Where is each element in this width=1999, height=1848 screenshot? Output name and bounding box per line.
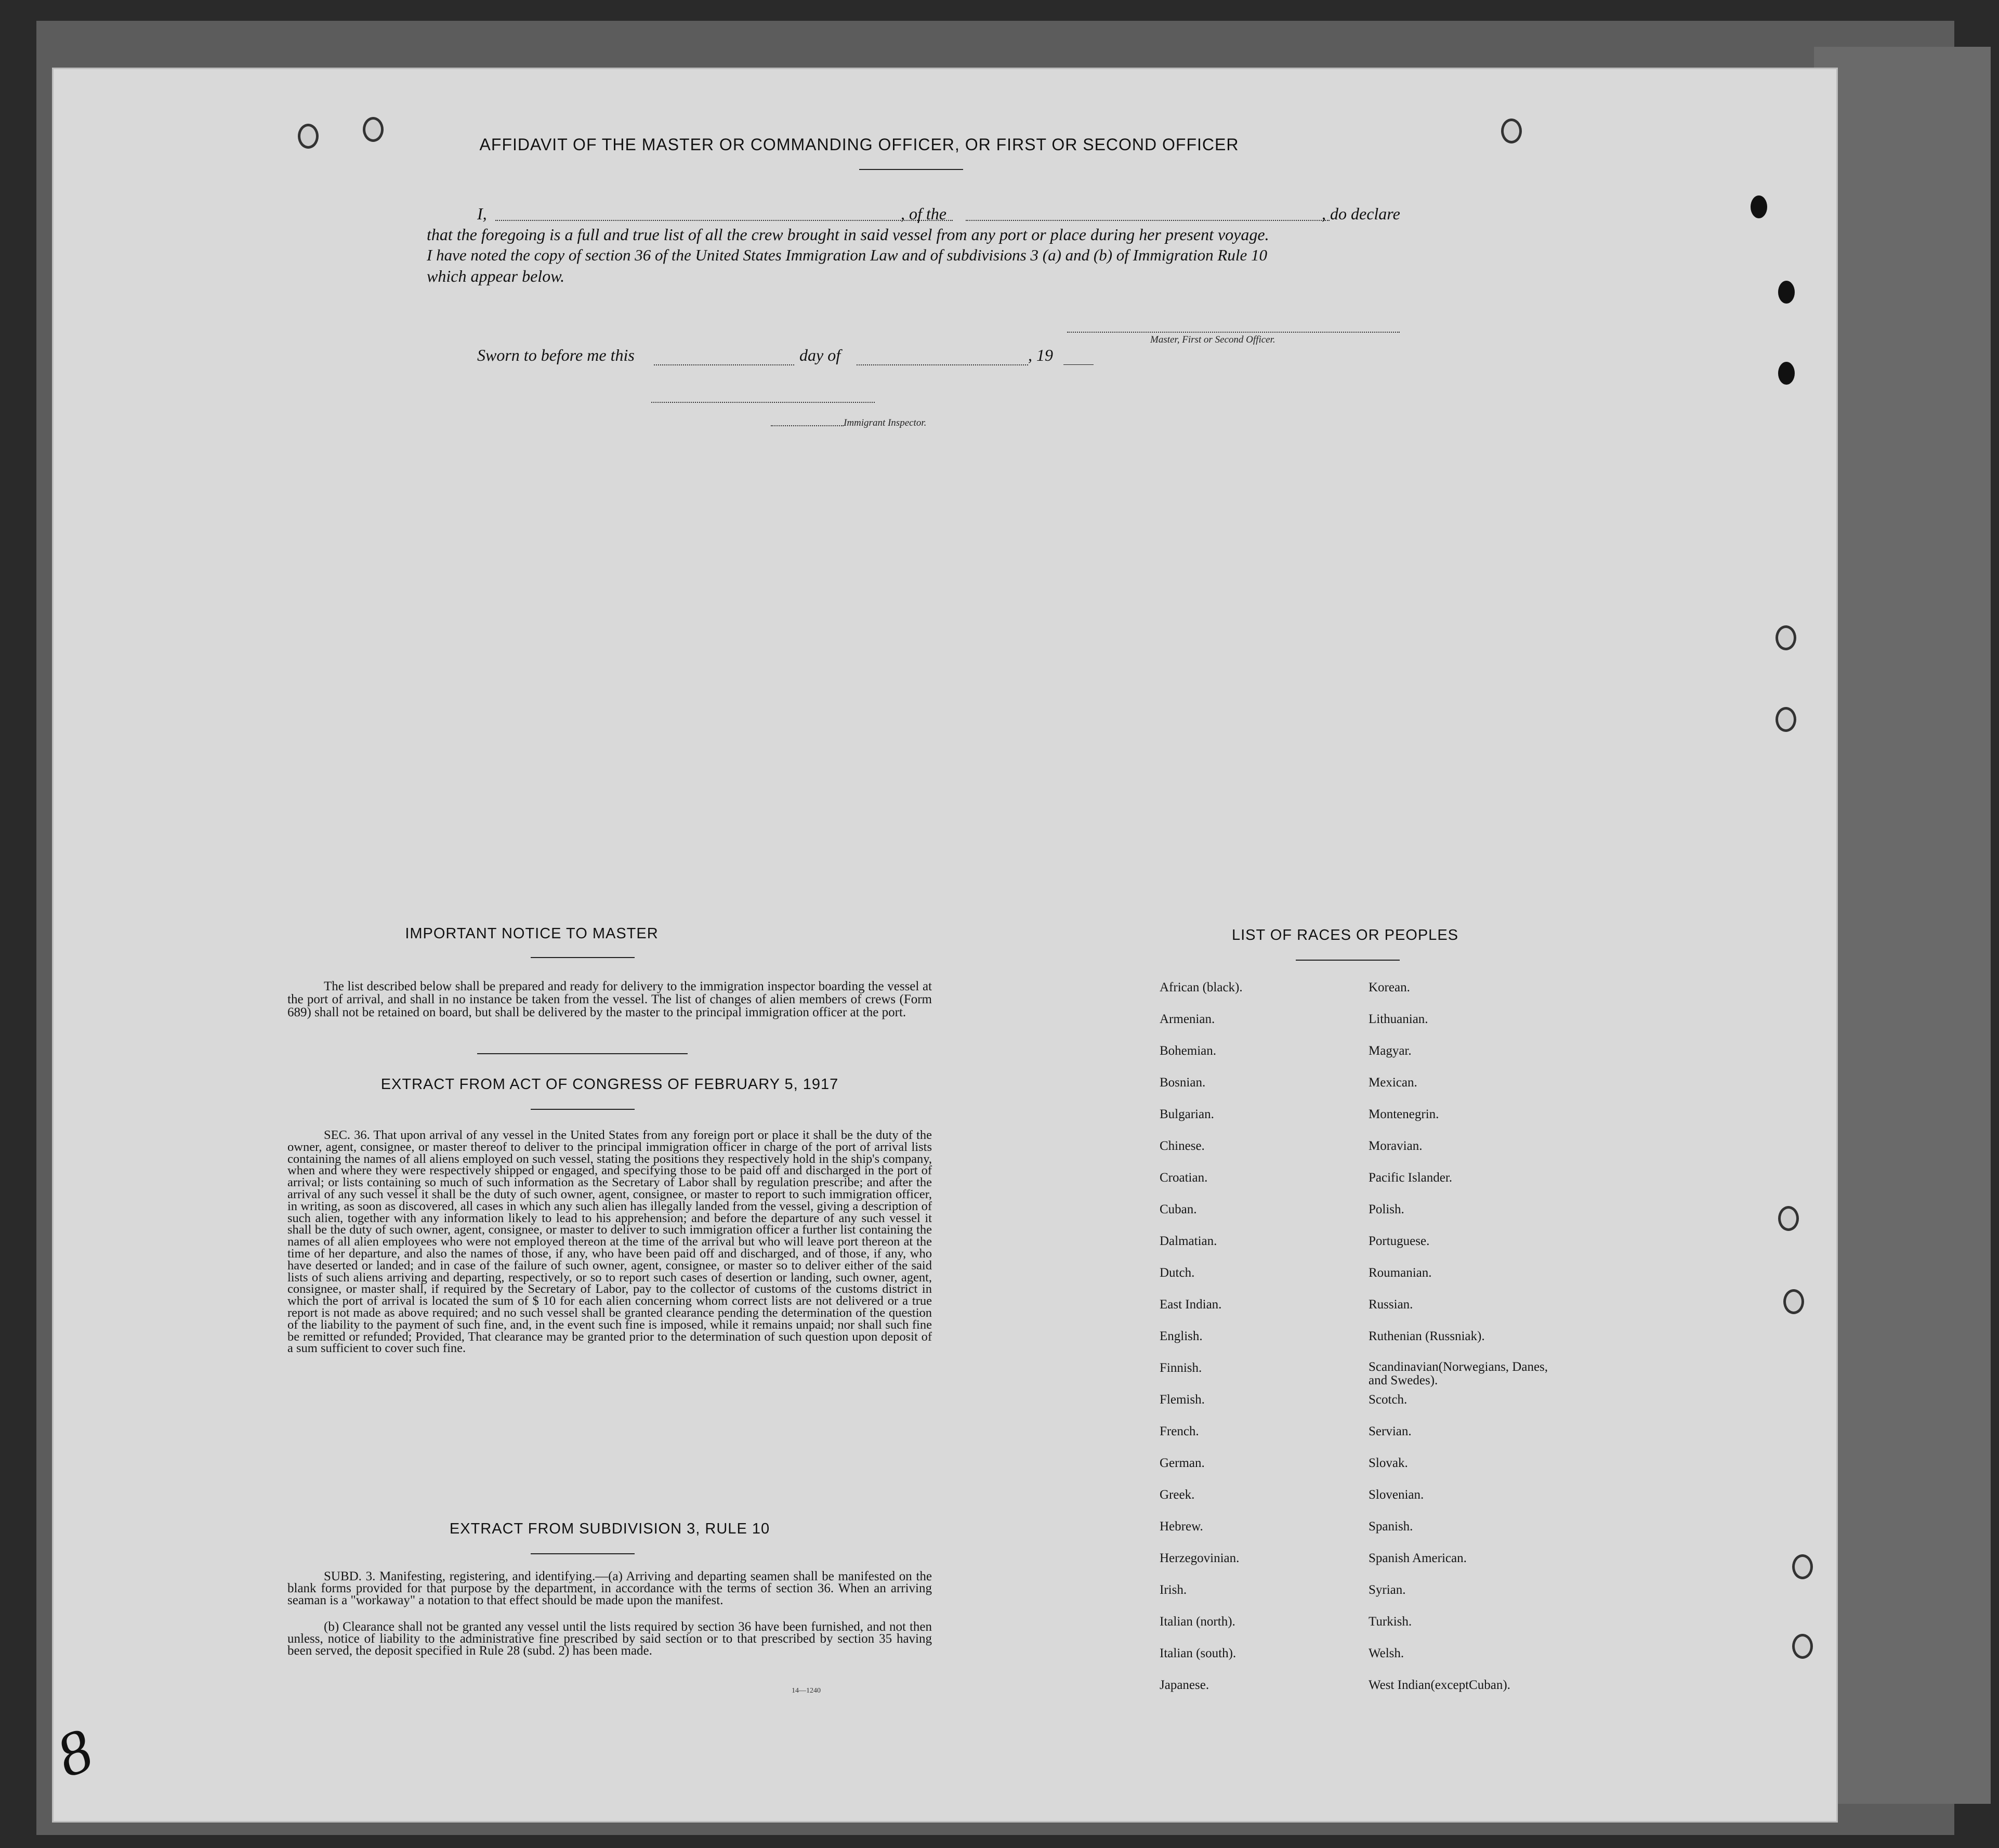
race-item: Polish. bbox=[1369, 1202, 1404, 1216]
notice-body: The list described below shall be prepared and ready for delivery to the immigration inspector boarding the vessel at the port of arrival, and shall in no instance be taken from the vessel. The list of changes of alien members of crews (Form 689) shall not be retained on board, but shall be delivered by the master to the principal immigration officer at the port. bbox=[287, 979, 932, 1019]
act-body: SEC. 36. That upon arrival of any vessel in the United States from any foreign port or place it shall be the duty of the owner, agent, consignee, or master thereof to deliver to the principal immigration officer in charge of the port of arrival lists containing the names of all aliens employed on such vessel, stating the positions they respectively hold in the ship's company, when and where they were respectively shipped or engaged, and specifying those to be paid off and discharged in the port of arrival; or lists containing so much of such information as the Secretary of Labor shall by regulation prescribe; and after the arrival of any such vessel it shall be the duty of such owner, agent, consignee, or master to report to such immigration officer, in writing, as soon as discovered, all cases in which any such alien has illegally landed from the vessel, giving a description of such alien, together with any information likely to lead to his apprehension; and before the departure of any such vessel it shall be the duty of such owner, agent, consignee, or master to deliver to such immigration officer a further list containing the names of all alien employees who were not employed thereon at the time of the arrival but who will leave port thereon at the time of her departure, and also the names of those, if any, who have been paid off and discharged, and of those, if any, who have deserted or landed; and in case of the failure of such owner, agent, consignee, or master so to deliver either of the said lists of such aliens arriving and departing, respectively, or so to report such cases of desertion or landing, such owner, agent, consignee, or master shall, if required by the Secretary of Labor, pay to the collector of customs of the customs district in which the port of arrival is located the sum of $ 10 for each alien concerning whom correct lists are not delivered or a true report is not made as above required; and no such vessel shall be granted clearance pending the determination of the question of the liability to the payment of such fine, and, in the event such fine is imposed, while it remains unpaid; nor shall such fine be remitted or refunded; Provided, That clearance may be granted prior to the determination of such question upon deposit of a sum sufficient to cover such fine. bbox=[287, 1128, 932, 1356]
race-item: Welsh. bbox=[1369, 1646, 1404, 1660]
form-number: 14—1240 bbox=[792, 1687, 821, 1695]
act-heading: EXTRACT FROM ACT OF CONGRESS OF FEBRUARY 5, 1917 bbox=[380, 1076, 839, 1093]
race-item: Bosnian. bbox=[1160, 1076, 1206, 1090]
notice-heading: IMPORTANT NOTICE TO MASTER bbox=[405, 925, 659, 942]
race-item: Montenegrin. bbox=[1369, 1107, 1439, 1121]
manifest-page bbox=[47, 68, 1838, 1823]
name-blank bbox=[495, 220, 953, 221]
race-item: French. bbox=[1160, 1424, 1199, 1438]
race-item: Servian. bbox=[1369, 1424, 1412, 1438]
races-heading: LIST OF RACES OR PEOPLES bbox=[1231, 927, 1459, 943]
race-item: Japanese. bbox=[1160, 1678, 1209, 1692]
race-item: Slovenian. bbox=[1369, 1488, 1424, 1502]
race-item: Russian. bbox=[1369, 1297, 1413, 1312]
race-item: Italian (south). bbox=[1160, 1646, 1237, 1660]
inspector-signature-blank bbox=[651, 402, 875, 403]
race-item: Moravian. bbox=[1369, 1139, 1423, 1153]
binder-hole-icon bbox=[363, 117, 384, 142]
affidavit-i: I, bbox=[477, 204, 487, 223]
race-item: Scandinavian(Norwegians, Danes, and Swedes). bbox=[1369, 1360, 1548, 1387]
binder-hole-icon bbox=[1751, 195, 1767, 218]
binder-hole-icon bbox=[1792, 1634, 1813, 1659]
race-item: Bulgarian. bbox=[1160, 1107, 1214, 1121]
binder-hole-icon bbox=[1783, 1289, 1804, 1314]
binder-hole-icon bbox=[298, 124, 319, 149]
race-item: Dutch. bbox=[1160, 1266, 1195, 1280]
binder-hole-icon bbox=[1792, 1554, 1813, 1579]
inspector-lead-dots bbox=[771, 425, 844, 426]
binder-hole-icon bbox=[1501, 119, 1522, 143]
race-item: Irish. bbox=[1160, 1583, 1187, 1597]
race-item: Ruthenian (Russniak). bbox=[1369, 1329, 1485, 1343]
race-item: East Indian. bbox=[1160, 1297, 1222, 1312]
races-column-2 bbox=[1369, 980, 1566, 1709]
race-item: Portuguese. bbox=[1369, 1234, 1430, 1248]
rule-rule bbox=[531, 1553, 635, 1554]
race-item: Hebrew. bbox=[1160, 1519, 1203, 1534]
affidavit-heading: AFFIDAVIT OF THE MASTER OR COMMANDING OFFICER, OR FIRST OR SECOND OFFICER bbox=[479, 135, 1239, 154]
race-item: Finnish. bbox=[1160, 1361, 1202, 1375]
race-item: Spanish American. bbox=[1369, 1551, 1467, 1565]
signature-blank bbox=[1067, 332, 1400, 333]
race-item: Korean. bbox=[1369, 980, 1410, 994]
year-blank bbox=[1063, 364, 1094, 365]
vessel-blank bbox=[966, 220, 1330, 221]
section-rule bbox=[477, 1053, 688, 1054]
day-blank bbox=[654, 364, 794, 365]
race-item: Magyar. bbox=[1369, 1044, 1412, 1058]
races-rule bbox=[1296, 960, 1400, 961]
rule-body-b: (b) Clearance shall not be granted any vessel until the lists required by section 36 have been furnished, and not then unless, notice of liability to the administrative fine prescribed by said section or to that prescribed by section 35 having been served, the deposit specified in Rule 28 (subd. 2) has been made. bbox=[287, 1620, 932, 1658]
binder-hole-icon bbox=[1778, 362, 1795, 385]
handwritten-mark: 8 bbox=[47, 1714, 101, 1791]
inspector-caption: Immigrant Inspector. bbox=[844, 417, 927, 428]
affidavit-of-the: , of the bbox=[901, 204, 946, 223]
act-rule bbox=[531, 1109, 635, 1110]
signer-caption: Master, First or Second Officer. bbox=[1150, 334, 1275, 345]
rule-body-a: SUBD. 3. Manifesting, registering, and identifying.—(a) Arriving and departing seamen shall be manifested on the blank forms provided for that purpose by the department, in accordance with the terms of section 36. When an arriving seaman is a "workaway" a notation to that effect should be made upon the manifest. bbox=[287, 1569, 932, 1607]
race-item: Roumanian. bbox=[1369, 1266, 1432, 1280]
binder-hole-icon bbox=[1778, 1206, 1799, 1231]
race-item: Slovak. bbox=[1369, 1456, 1408, 1470]
race-item: Syrian. bbox=[1369, 1583, 1406, 1597]
race-item: Scotch. bbox=[1369, 1393, 1408, 1407]
race-item: Herzegovinian. bbox=[1160, 1551, 1240, 1565]
rule-heading: EXTRACT FROM SUBDIVISION 3, RULE 10 bbox=[449, 1521, 770, 1537]
binder-hole-icon bbox=[1776, 707, 1796, 732]
affidavit-line-3: I have noted the copy of section 36 of the United States Immigration Law and of subdivisions 3 (a) and (b) of Immigration Rule 10 bbox=[427, 246, 1267, 264]
affidavit-declare: , do declare bbox=[1322, 204, 1400, 223]
race-item: Greek. bbox=[1160, 1488, 1195, 1502]
race-item: Chinese. bbox=[1160, 1139, 1205, 1153]
sworn-day: day of bbox=[799, 346, 841, 364]
race-item: Flemish. bbox=[1160, 1393, 1205, 1407]
race-item: Italian (north). bbox=[1160, 1615, 1235, 1629]
affidavit-line-4: which appear below. bbox=[427, 267, 565, 285]
race-item: Turkish. bbox=[1369, 1615, 1412, 1629]
race-item: Armenian. bbox=[1160, 1012, 1215, 1026]
sworn-year: , 19 bbox=[1028, 346, 1053, 364]
race-item: Cuban. bbox=[1160, 1202, 1197, 1216]
race-item: Bohemian. bbox=[1160, 1044, 1217, 1058]
race-item: Dalmatian. bbox=[1160, 1234, 1217, 1248]
affidavit-line-2: that the foregoing is a full and true list of all the crew brought in said vessel from any port or place during her present voyage. bbox=[427, 225, 1269, 244]
binder-hole-icon bbox=[1776, 625, 1796, 650]
sworn-prefix: Sworn to before me this bbox=[477, 346, 635, 364]
notice-rule bbox=[531, 957, 635, 958]
month-blank bbox=[857, 364, 1028, 365]
race-item: English. bbox=[1160, 1329, 1203, 1343]
heading-rule bbox=[859, 169, 963, 170]
race-item: Mexican. bbox=[1369, 1076, 1417, 1090]
race-item: German. bbox=[1160, 1456, 1205, 1470]
race-item: Lithuanian. bbox=[1369, 1012, 1428, 1026]
race-item: West Indian(exceptCuban). bbox=[1369, 1678, 1510, 1692]
race-item: African (black). bbox=[1160, 980, 1243, 994]
binder-hole-icon bbox=[1778, 281, 1795, 304]
back-sheet-edge bbox=[1814, 47, 1991, 1804]
race-item: Croatian. bbox=[1160, 1171, 1208, 1185]
race-item: Spanish. bbox=[1369, 1519, 1413, 1534]
race-item: Pacific Islander. bbox=[1369, 1171, 1453, 1185]
races-column-1 bbox=[1160, 980, 1243, 1709]
